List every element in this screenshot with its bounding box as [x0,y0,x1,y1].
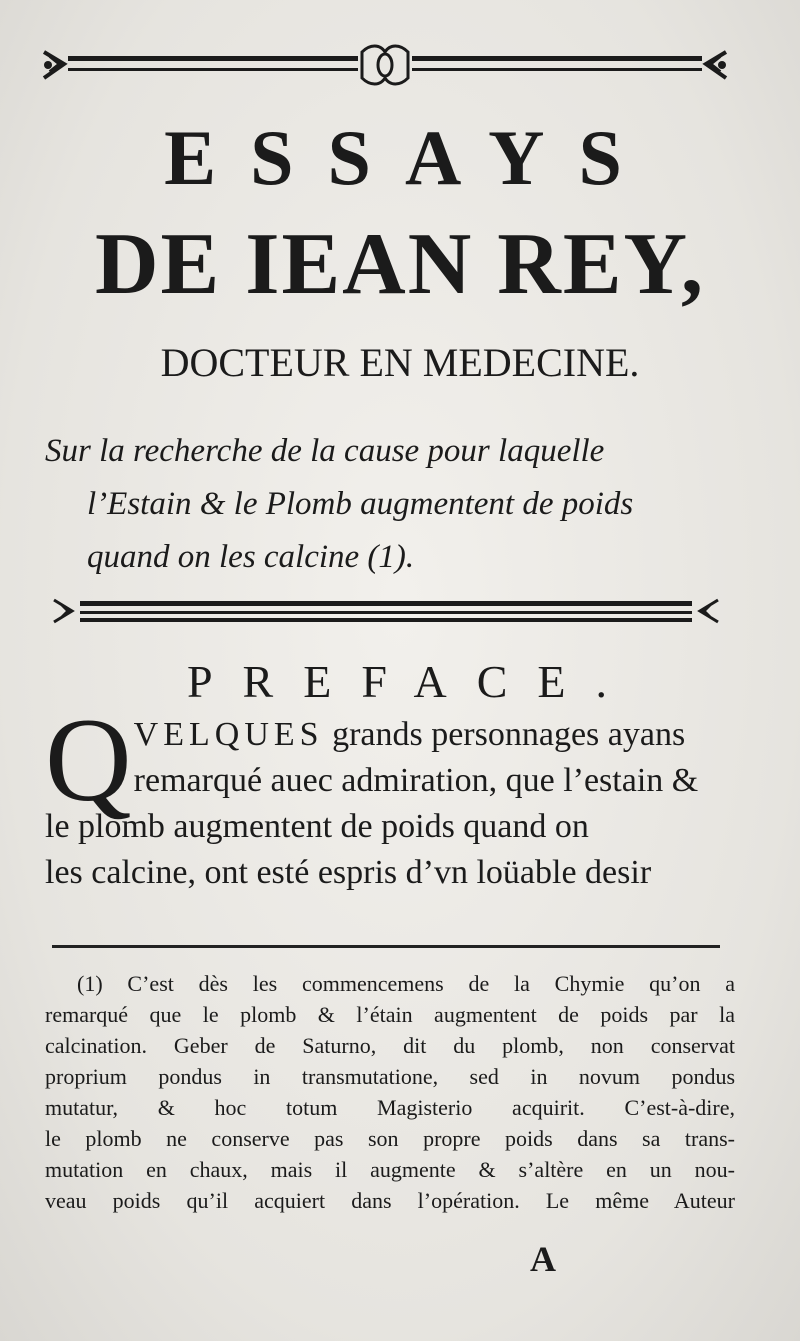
preface-line: le plomb augmentent de poids quand on [45,808,589,845]
footnote-line: (1) C’est dès les commencemens de la Chymie qu’on a [77,971,735,996]
preface-heading: PREFACE. [186,656,638,707]
footnote-line: le plomb ne conserve pas son propre poids dans sa trans- [45,1126,735,1151]
footnote-line: mutation en chaux, mais il augmente & s’altère en un nou- [45,1157,735,1182]
title-author: DE IEAN REY, [94,216,705,313]
footnote-rule [52,945,720,948]
drop-cap: Q [45,693,132,826]
subtitle-line: Sur la recherche de la cause pour laquelle [45,433,605,469]
preface-line: les calcine, ont esté espris d’vn loüable desir [45,854,652,891]
preface-line [45,712,735,758]
preface-line: remarqué auec admiration, que l’estain & [133,762,699,799]
title-essays: ESSAYS [164,114,656,201]
footnote-line: mutatur, & hoc totum Magisterio acquirit. C’est-à-dire, [45,1095,735,1120]
title-profession: DOCTEUR EN MEDECINE. [160,340,640,385]
preface-text [45,693,735,896]
footnote-line: calcination. Geber de Saturno, dit du plomb, non conservat [45,1033,735,1058]
top-ornament [40,40,730,90]
subtitle-line: quand on les calcine (1). [87,539,415,575]
footnote [45,968,735,1216]
preface-line-text: grands personnages ayans [332,716,686,753]
subtitle [45,425,740,584]
middle-ornament [50,592,722,630]
signature-mark: A [530,1239,556,1279]
footnote-line: remarqué que le plomb & l’étain augmentent de poids par la [45,1002,735,1027]
first-word: VELQUES [133,716,324,753]
footnote-line: proprium pondus in transmutatione, sed in novum pondus [45,1064,735,1089]
subtitle-line: l’Estain & le Plomb augmentent de poids [87,486,634,522]
footnote-line: veau poids qu’il acquiert dans l’opération. Le même Auteur [45,1188,735,1213]
